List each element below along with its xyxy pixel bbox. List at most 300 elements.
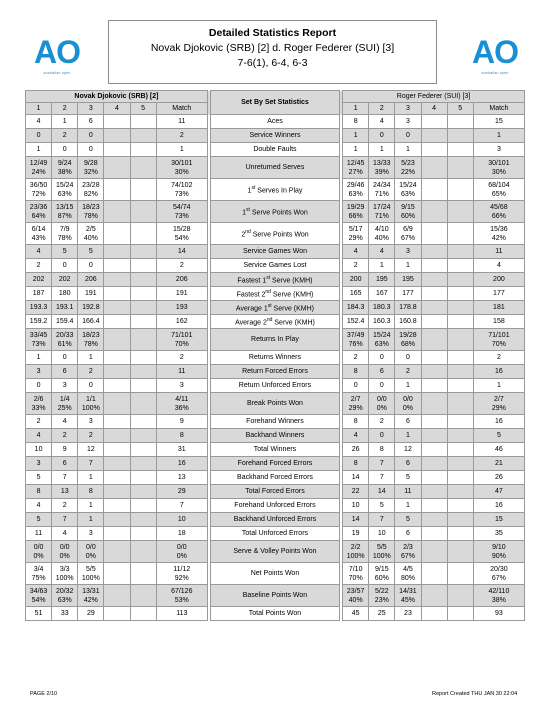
player1-stat-cell: 31 <box>156 443 207 457</box>
player2-stat-cell <box>421 541 447 563</box>
player2-stat-cell: 19/29 66% <box>343 201 369 223</box>
player2-stat-cell <box>421 379 447 393</box>
player2-stat-cell: 4 <box>343 429 369 443</box>
page-number: PAGE 2/10 <box>30 691 58 697</box>
player2-stat-cell: 5/17 29% <box>343 223 369 245</box>
player2-stat-cell: 25 <box>369 607 395 621</box>
player1-stat-cell <box>130 513 156 527</box>
player1-stat-cell: 6 <box>78 115 104 129</box>
player1-stat-cell: 2 <box>156 259 207 273</box>
player1-stat-cell <box>130 223 156 245</box>
player2-stat-cell <box>421 329 447 351</box>
player2-stat-cell: 1 <box>395 259 421 273</box>
stat-row <box>26 315 525 329</box>
player1-stat-cell <box>104 301 130 315</box>
player1-stat-cell: 0 <box>78 143 104 157</box>
stat-row <box>26 393 525 415</box>
player1-stat-cell: 0/0 0% <box>78 541 104 563</box>
stat-row <box>26 485 525 499</box>
player2-stat-cell <box>447 301 473 315</box>
match-score: 7-6(1), 6-4, 6-3 <box>237 57 308 69</box>
player1-stat-cell: 7 <box>156 499 207 513</box>
player2-stat-cell <box>447 485 473 499</box>
player1-stat-cell: 1/1 100% <box>78 393 104 415</box>
player2-stat-cell: 160.3 <box>369 315 395 329</box>
player1-stat-cell: 20/32 63% <box>52 585 78 607</box>
player2-stat-cell <box>447 201 473 223</box>
player1-stat-cell <box>130 315 156 329</box>
player2-col-header: 2 <box>369 103 395 115</box>
stat-label: Break Points Won <box>211 393 339 415</box>
player2-stat-cell: 0 <box>369 129 395 143</box>
player1-stat-cell: 16 <box>156 457 207 471</box>
player1-stat-cell: 6/14 43% <box>26 223 52 245</box>
player1-stat-cell <box>104 129 130 143</box>
player1-stat-cell: 11/12 92% <box>156 563 207 585</box>
player1-stat-cell <box>130 115 156 129</box>
player1-stat-cell: 18 <box>156 527 207 541</box>
player2-stat-cell <box>447 541 473 563</box>
stat-label: Fastest 1st Serve (KMH) <box>211 273 339 287</box>
stat-label: Forehand Winners <box>211 415 339 429</box>
stat-label: Backhand Unforced Errors <box>211 513 339 527</box>
player1-stat-cell: 4 <box>52 415 78 429</box>
player1-stat-cell <box>104 365 130 379</box>
player1-stat-cell: 202 <box>26 273 52 287</box>
player1-stat-cell: 74/102 73% <box>156 179 207 201</box>
player2-stat-cell: 26 <box>343 443 369 457</box>
player2-stat-cell: 3 <box>395 245 421 259</box>
player2-stat-cell: 177 <box>395 287 421 301</box>
player2-stat-cell <box>421 485 447 499</box>
player2-stat-cell: 195 <box>395 273 421 287</box>
player1-stat-cell <box>104 329 130 351</box>
player2-stat-cell: 1 <box>395 429 421 443</box>
player2-stat-cell: 4 <box>369 115 395 129</box>
player2-stat-cell <box>421 143 447 157</box>
player1-stat-cell: 14 <box>156 245 207 259</box>
stat-label: Baseline Points Won <box>211 585 339 607</box>
player2-stat-cell: 178.8 <box>395 301 421 315</box>
player2-stat-cell: 29/46 63% <box>343 179 369 201</box>
australian-open-logo-right <box>468 34 522 78</box>
player2-stat-cell: 0 <box>395 351 421 365</box>
stat-row <box>26 415 525 429</box>
player2-stat-cell: 2 <box>343 351 369 365</box>
player2-stat-cell: 45 <box>343 607 369 621</box>
player1-stat-cell: 5/5 100% <box>78 563 104 585</box>
player1-stat-cell: 1 <box>52 115 78 129</box>
player2-col-header: 1 <box>343 103 369 115</box>
player2-stat-cell: 23 <box>395 607 421 621</box>
player2-stat-cell <box>421 415 447 429</box>
player1-stat-cell <box>104 379 130 393</box>
player2-stat-cell: 1 <box>395 499 421 513</box>
player1-stat-cell: 166.4 <box>78 315 104 329</box>
player1-stat-cell: 9/28 32% <box>78 157 104 179</box>
player2-stat-cell <box>447 245 473 259</box>
stat-label: Backhand Winners <box>211 429 339 443</box>
player1-stat-cell: 3 <box>52 379 78 393</box>
player2-stat-cell: 7 <box>369 471 395 485</box>
player1-stat-cell: 51 <box>26 607 52 621</box>
player2-stat-cell <box>421 115 447 129</box>
player1-stat-cell <box>130 273 156 287</box>
player2-stat-cell: 4 <box>343 245 369 259</box>
stat-row <box>26 273 525 287</box>
player2-stat-cell: 8 <box>343 115 369 129</box>
player1-stat-cell <box>104 527 130 541</box>
player2-stat-cell: 2/7 29% <box>343 393 369 415</box>
stat-row <box>26 245 525 259</box>
player1-stat-cell: 162 <box>156 315 207 329</box>
player1-stat-cell: 30/101 30% <box>156 157 207 179</box>
stat-row <box>26 471 525 485</box>
player1-stat-cell: 2 <box>26 259 52 273</box>
player2-stat-cell <box>447 527 473 541</box>
player1-col-header: 4 <box>104 103 130 115</box>
player2-stat-cell: 5/23 22% <box>395 157 421 179</box>
player2-stat-cell: 0 <box>369 429 395 443</box>
player2-stat-cell <box>421 223 447 245</box>
stat-label: Service Games Lost <box>211 259 339 273</box>
player1-stat-cell <box>130 259 156 273</box>
player1-stat-cell: 11 <box>156 365 207 379</box>
player2-stat-cell: 200 <box>473 273 524 287</box>
player1-stat-cell: 11 <box>156 115 207 129</box>
player2-stat-cell: 1 <box>369 143 395 157</box>
player1-stat-cell: 13/15 87% <box>52 201 78 223</box>
player2-stat-cell: 30/101 30% <box>473 157 524 179</box>
player1-stat-cell: 2 <box>26 415 52 429</box>
player2-stat-cell: 184.3 <box>343 301 369 315</box>
player1-stat-cell: 2 <box>156 351 207 365</box>
player1-stat-cell: 206 <box>78 273 104 287</box>
player1-stat-cell <box>104 429 130 443</box>
player2-stat-cell: 2 <box>343 259 369 273</box>
stat-label: Average 2nd Serve (KMH) <box>211 315 339 329</box>
player1-stat-cell <box>104 115 130 129</box>
player1-stat-cell: 8 <box>156 429 207 443</box>
stat-row <box>26 329 525 351</box>
player2-stat-cell: 45/68 66% <box>473 201 524 223</box>
match-description: Novak Djokovic (SRB) [2] d. Roger Federer (SUI) [3] <box>150 42 395 54</box>
player1-stat-cell <box>104 201 130 223</box>
player2-stat-cell <box>447 259 473 273</box>
player1-stat-cell <box>130 541 156 563</box>
player2-stat-cell: 11 <box>473 245 524 259</box>
player2-stat-cell: 20/30 67% <box>473 563 524 585</box>
stat-row <box>26 499 525 513</box>
player2-stat-cell: 165 <box>343 287 369 301</box>
player2-stat-cell: 21 <box>473 457 524 471</box>
player2-col-header: Match <box>473 103 524 115</box>
player2-stat-cell: 16 <box>473 365 524 379</box>
stat-label: Unreturned Serves <box>211 157 339 179</box>
center-header: Set By Set Statistics <box>211 91 339 115</box>
player2-stat-cell: 0/0 0% <box>369 393 395 415</box>
logo-tagline: australian open <box>481 71 509 75</box>
player2-stat-cell: 0 <box>369 351 395 365</box>
player1-stat-cell: 3 <box>78 527 104 541</box>
player2-stat-cell <box>447 563 473 585</box>
player2-stat-cell: 71/101 70% <box>473 329 524 351</box>
player1-stat-cell: 15/24 63% <box>52 179 78 201</box>
report-title-box <box>108 20 437 84</box>
stat-row <box>26 365 525 379</box>
stat-label: 2nd Serve Points Won <box>211 223 339 245</box>
player2-stat-cell: 160.8 <box>395 315 421 329</box>
player2-stat-cell: 177 <box>473 287 524 301</box>
player1-col-header: 2 <box>52 103 78 115</box>
player1-stat-cell: 36/50 72% <box>26 179 52 201</box>
player2-stat-cell <box>421 499 447 513</box>
player2-stat-cell: 16 <box>473 499 524 513</box>
player1-stat-cell: 1 <box>156 143 207 157</box>
australian-open-logo-left <box>30 34 84 78</box>
player2-stat-cell: 7/10 70% <box>343 563 369 585</box>
player1-stat-cell: 2 <box>52 129 78 143</box>
player2-stat-cell <box>447 457 473 471</box>
stat-row <box>26 513 525 527</box>
player1-stat-cell: 193.1 <box>52 301 78 315</box>
player2-stat-cell: 6 <box>369 365 395 379</box>
player2-stat-cell <box>447 471 473 485</box>
player1-stat-cell: 191 <box>78 287 104 301</box>
player2-stat-cell <box>447 499 473 513</box>
player2-stat-cell: 10 <box>343 499 369 513</box>
player1-stat-cell <box>130 443 156 457</box>
player1-stat-cell: 1/4 25% <box>52 393 78 415</box>
player2-stat-cell: 5 <box>395 513 421 527</box>
player1-stat-cell <box>104 485 130 499</box>
player1-stat-cell <box>130 201 156 223</box>
player2-stat-cell: 6 <box>395 457 421 471</box>
stat-label: Double Faults <box>211 143 339 157</box>
player2-stat-cell: 6/9 67% <box>395 223 421 245</box>
player1-stat-cell <box>104 351 130 365</box>
player1-stat-cell: 5 <box>78 245 104 259</box>
player2-stat-cell <box>421 273 447 287</box>
player2-stat-cell: 152.4 <box>343 315 369 329</box>
player1-stat-cell: 7 <box>78 457 104 471</box>
player1-stat-cell <box>130 129 156 143</box>
player2-stat-cell: 2/3 67% <box>395 541 421 563</box>
player2-stat-cell: 3 <box>473 143 524 157</box>
player1-stat-cell: 0 <box>78 379 104 393</box>
stat-row <box>26 585 525 607</box>
player1-stat-cell: 3 <box>156 379 207 393</box>
player1-stat-cell <box>104 157 130 179</box>
player2-stat-cell: 6 <box>395 415 421 429</box>
player1-stat-cell: 2/5 40% <box>78 223 104 245</box>
player2-stat-cell: 8 <box>343 365 369 379</box>
player1-stat-cell: 7 <box>52 471 78 485</box>
player2-stat-cell <box>421 179 447 201</box>
player1-stat-cell <box>130 471 156 485</box>
player2-stat-cell <box>447 179 473 201</box>
player2-stat-cell: 9/15 60% <box>395 201 421 223</box>
stat-row <box>26 115 525 129</box>
player1-stat-cell: 29 <box>156 485 207 499</box>
stat-label: Serve & Volley Points Won <box>211 541 339 563</box>
player2-stat-cell <box>447 351 473 365</box>
player2-stat-cell: 42/110 38% <box>473 585 524 607</box>
player1-stat-cell <box>104 259 130 273</box>
player1-stat-cell <box>104 223 130 245</box>
player2-stat-cell: 24/34 71% <box>369 179 395 201</box>
player2-stat-cell <box>421 585 447 607</box>
player2-header: Roger Federer (SUI) [3] <box>343 91 525 103</box>
player1-stat-cell: 10 <box>156 513 207 527</box>
player1-header: Novak Djokovic (SRB) [2] <box>26 91 208 103</box>
stat-row <box>26 429 525 443</box>
player1-stat-cell: 8 <box>78 485 104 499</box>
player1-stat-cell: 6 <box>52 457 78 471</box>
stat-label: Total Unforced Errors <box>211 527 339 541</box>
player2-stat-cell: 9/10 90% <box>473 541 524 563</box>
stat-row <box>26 301 525 315</box>
player1-stat-cell: 4 <box>26 115 52 129</box>
player1-stat-cell: 202 <box>52 273 78 287</box>
player2-stat-cell: 7 <box>369 457 395 471</box>
player1-stat-cell <box>104 607 130 621</box>
player1-stat-cell: 0 <box>52 143 78 157</box>
stat-row <box>26 443 525 457</box>
player1-stat-cell <box>130 179 156 201</box>
player2-stat-cell: 1 <box>395 143 421 157</box>
player2-stat-cell <box>421 129 447 143</box>
player2-stat-cell <box>447 415 473 429</box>
stat-row <box>26 143 525 157</box>
player1-stat-cell <box>130 527 156 541</box>
stat-row <box>26 457 525 471</box>
player2-stat-cell <box>447 585 473 607</box>
player1-stat-cell: 13 <box>156 471 207 485</box>
player1-stat-cell <box>104 273 130 287</box>
player2-stat-cell: 19/28 68% <box>395 329 421 351</box>
stat-row <box>26 351 525 365</box>
player1-stat-cell: 9 <box>156 415 207 429</box>
player1-stat-cell: 9/24 38% <box>52 157 78 179</box>
player1-stat-cell <box>104 541 130 563</box>
player1-stat-cell: 4 <box>26 429 52 443</box>
player2-stat-cell: 14/31 45% <box>395 585 421 607</box>
player1-stat-cell: 3/4 75% <box>26 563 52 585</box>
stat-label: Average 1st Serve (KMH) <box>211 301 339 315</box>
stat-label: Total Points Won <box>211 607 339 621</box>
player1-stat-cell: 33 <box>52 607 78 621</box>
player2-stat-cell: 4 <box>369 245 395 259</box>
stat-label: Net Points Won <box>211 563 339 585</box>
player1-stat-cell <box>130 245 156 259</box>
player2-stat-cell: 46 <box>473 443 524 457</box>
player1-stat-cell: 1 <box>78 513 104 527</box>
player2-stat-cell <box>447 315 473 329</box>
player2-stat-cell <box>421 259 447 273</box>
player1-stat-cell: 13/31 42% <box>78 585 104 607</box>
player1-stat-cell <box>130 393 156 415</box>
stat-label: Service Winners <box>211 129 339 143</box>
player2-stat-cell: 1 <box>369 259 395 273</box>
player1-stat-cell: 8 <box>26 485 52 499</box>
player2-stat-cell: 16 <box>473 415 524 429</box>
player2-stat-cell: 8 <box>343 415 369 429</box>
player2-stat-cell: 167 <box>369 287 395 301</box>
player2-stat-cell: 10 <box>369 527 395 541</box>
stat-row <box>26 563 525 585</box>
player2-stat-cell: 181 <box>473 301 524 315</box>
player1-stat-cell: 191 <box>156 287 207 301</box>
player1-stat-cell: 0/0 0% <box>52 541 78 563</box>
player2-stat-cell: 4/5 80% <box>395 563 421 585</box>
player2-stat-cell: 5 <box>473 429 524 443</box>
stat-row <box>26 201 525 223</box>
player2-stat-cell: 0 <box>395 129 421 143</box>
player1-stat-cell: 3/3 100% <box>52 563 78 585</box>
player1-stat-cell <box>104 245 130 259</box>
player1-col-header: 3 <box>78 103 104 115</box>
player2-stat-cell <box>447 393 473 415</box>
player1-stat-cell <box>104 471 130 485</box>
player1-stat-cell: 159.4 <box>52 315 78 329</box>
player2-stat-cell: 158 <box>473 315 524 329</box>
stat-label: Total Winners <box>211 443 339 457</box>
player2-stat-cell <box>421 563 447 585</box>
stat-label: Return Unforced Errors <box>211 379 339 393</box>
report-created: Report Created THU JAN 30 22:04 <box>432 691 518 697</box>
player1-stat-cell: 0 <box>78 129 104 143</box>
player1-stat-cell <box>130 415 156 429</box>
player1-col-header: 5 <box>130 103 156 115</box>
player2-stat-cell <box>421 393 447 415</box>
player1-stat-cell: 33/45 73% <box>26 329 52 351</box>
player1-stat-cell <box>104 585 130 607</box>
player1-stat-cell: 20/33 61% <box>52 329 78 351</box>
stat-row <box>26 527 525 541</box>
player2-col-header: 5 <box>447 103 473 115</box>
player2-stat-cell: 19 <box>343 527 369 541</box>
stat-row <box>26 607 525 621</box>
player1-stat-cell: 2 <box>52 429 78 443</box>
player2-stat-cell <box>447 143 473 157</box>
player2-stat-cell <box>421 527 447 541</box>
player1-stat-cell: 193.3 <box>26 301 52 315</box>
player2-stat-cell: 15 <box>473 513 524 527</box>
player2-stat-cell <box>447 287 473 301</box>
player1-stat-cell: 193 <box>156 301 207 315</box>
player2-stat-cell: 7 <box>369 513 395 527</box>
stat-label: 1st Serve Points Won <box>211 201 339 223</box>
player1-stat-cell: 4 <box>26 245 52 259</box>
player1-stat-cell <box>130 301 156 315</box>
player1-stat-cell <box>130 485 156 499</box>
player2-stat-cell: 200 <box>343 273 369 287</box>
player2-stat-cell: 14 <box>343 471 369 485</box>
player1-stat-cell: 2 <box>156 129 207 143</box>
player1-stat-cell: 4 <box>52 527 78 541</box>
player1-stat-cell <box>104 563 130 585</box>
player1-stat-cell: 67/126 53% <box>156 585 207 607</box>
player2-stat-cell: 15/36 42% <box>473 223 524 245</box>
player1-stat-cell <box>130 329 156 351</box>
player1-stat-cell <box>130 351 156 365</box>
player2-stat-cell: 2/7 29% <box>473 393 524 415</box>
stat-label: Returns Winners <box>211 351 339 365</box>
player1-stat-cell: 5 <box>26 471 52 485</box>
player2-stat-cell <box>421 245 447 259</box>
player1-stat-cell <box>130 499 156 513</box>
